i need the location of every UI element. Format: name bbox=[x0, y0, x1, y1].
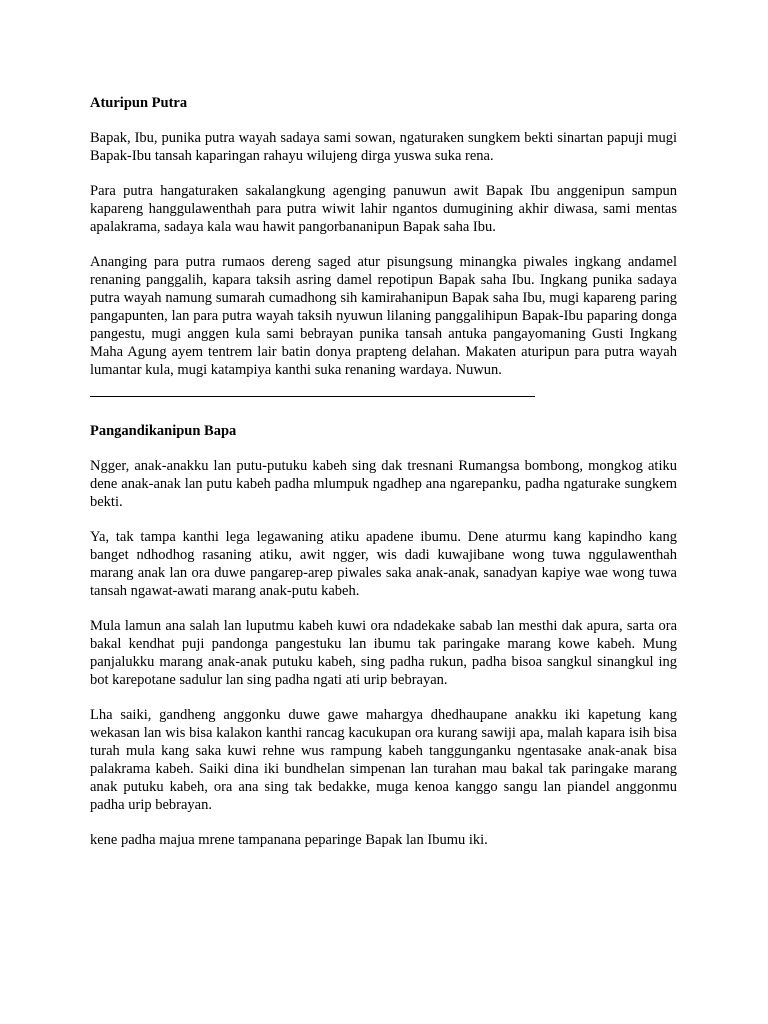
paragraph-gratitude: Para putra hangaturaken sakalangkung agenging panuwun awit Bapak Ibu anggenipun sampun kapareng hanggulawenthah para putra wiwit lahir ngantos dumugining akhir diwasa, sami mentas apalakrama, sadaya kala wau hawit pangorbananipun Bapak saha Ibu. bbox=[90, 183, 677, 235]
paragraph-closing: kene padha majua mrene tampanana peparinge Bapak lan Ibumu iki. bbox=[90, 832, 488, 848]
section-heading-aturipun-putra: Aturipun Putra bbox=[90, 95, 188, 111]
document-page bbox=[90, 94, 677, 866]
paragraph-forgiveness: Mula lamun ana salah lan luputmu kabeh kuwi ora ndadekake sabab lan mesthi dak apura, sarta ora bakal kendhat puji pandonga pangestuku lan ibumu tak paringake marang kowe kabeh. Mung panjalukku marang anak-anak putuku kabeh, sing padha rukun, padha bisoa sangkul sinangkul ing bot karepotane sadulur lan sing padha ngati ati urip bebrayan. bbox=[90, 618, 677, 688]
paragraph-address: Ngger, anak-anakku lan putu-putuku kabeh sing dak tresnani Rumangsa bombong, mongkog atiku dene anak-anak lan putu kabeh padha mlumpuk ngadhep ana ngarepanku, padha ngaturake sungkem bekti. bbox=[90, 458, 677, 510]
paragraph-inheritance: Lha saiki, gandheng anggonku duwe gawe mahargya dhedhaupane anakku iki kapetung kang wekasan lan wis bisa kalakon kanthi rancag kacukupan ora kurang sawiji apa, malah kapara isih bisa turah mula kang saka kuwi rehne wus rampung kabeh tanggunganku ngentasake anak-anak bisa palakrama kabeh. Saiki dina iki bundhelan simpenan lan turahan mau bakal tak paringake marang anak putuku kabeh, ora ana sing tak bedakke, muga kenoa kanggo sangu lan piandel anggonmu padha urip bebrayan. bbox=[90, 707, 677, 813]
section-heading-pangandikanipun-bapa: Pangandikanipun Bapa bbox=[90, 423, 237, 439]
paragraph-greeting: Bapak, Ibu, punika putra wayah sadaya sami sowan, ngaturaken sungkem bekti sinartan papuji mugi Bapak-Ibu tansah kaparingan rahayu wilujeng dirga yuswa suka rena. bbox=[90, 130, 677, 164]
paragraph-request-blessing: Ananging para putra rumaos dereng saged atur pisungsung minangka piwales ingkang andamel renaning panggalih, kapara taksih asring damel repotipun Bapak saha Ibu. Ingkang punika sadaya putra wayah namung sumarah cumadhong sih kamirahanipun Bapak saha Ibu, mugi kapareng paring pangapunten, lan para putra wayah taksih nyuwun lilaning panggalihipun Bapak-Ibu paparing donga pangestu, mugi anggen kula sami bebrayan punika tansah antuka pangayomaning Gusti Ingkang Maha Agung ayem tentrem lair batin donya prapteng delahan. Makaten aturipun para putra wayah lumantar kula, mugi katampiya kanthi suka renaning wardaya. Nuwun. bbox=[90, 254, 677, 378]
paragraph-acceptance: Ya, tak tampa kanthi lega legawaning atiku apadene ibumu. Dene aturmu kang kapindho kang banget ndhodhog rasaning atiku, awit ngger, wis dadi kuwajibane wong tuwa nggulawenthah marang anak lan ora duwe pangarep-arep piwales saka anak-anak, sanadyan kapiye wae wong tuwa tansah ngawat-awati marang anak-putu kabeh. bbox=[90, 529, 677, 599]
horizontal-rule bbox=[90, 396, 535, 397]
